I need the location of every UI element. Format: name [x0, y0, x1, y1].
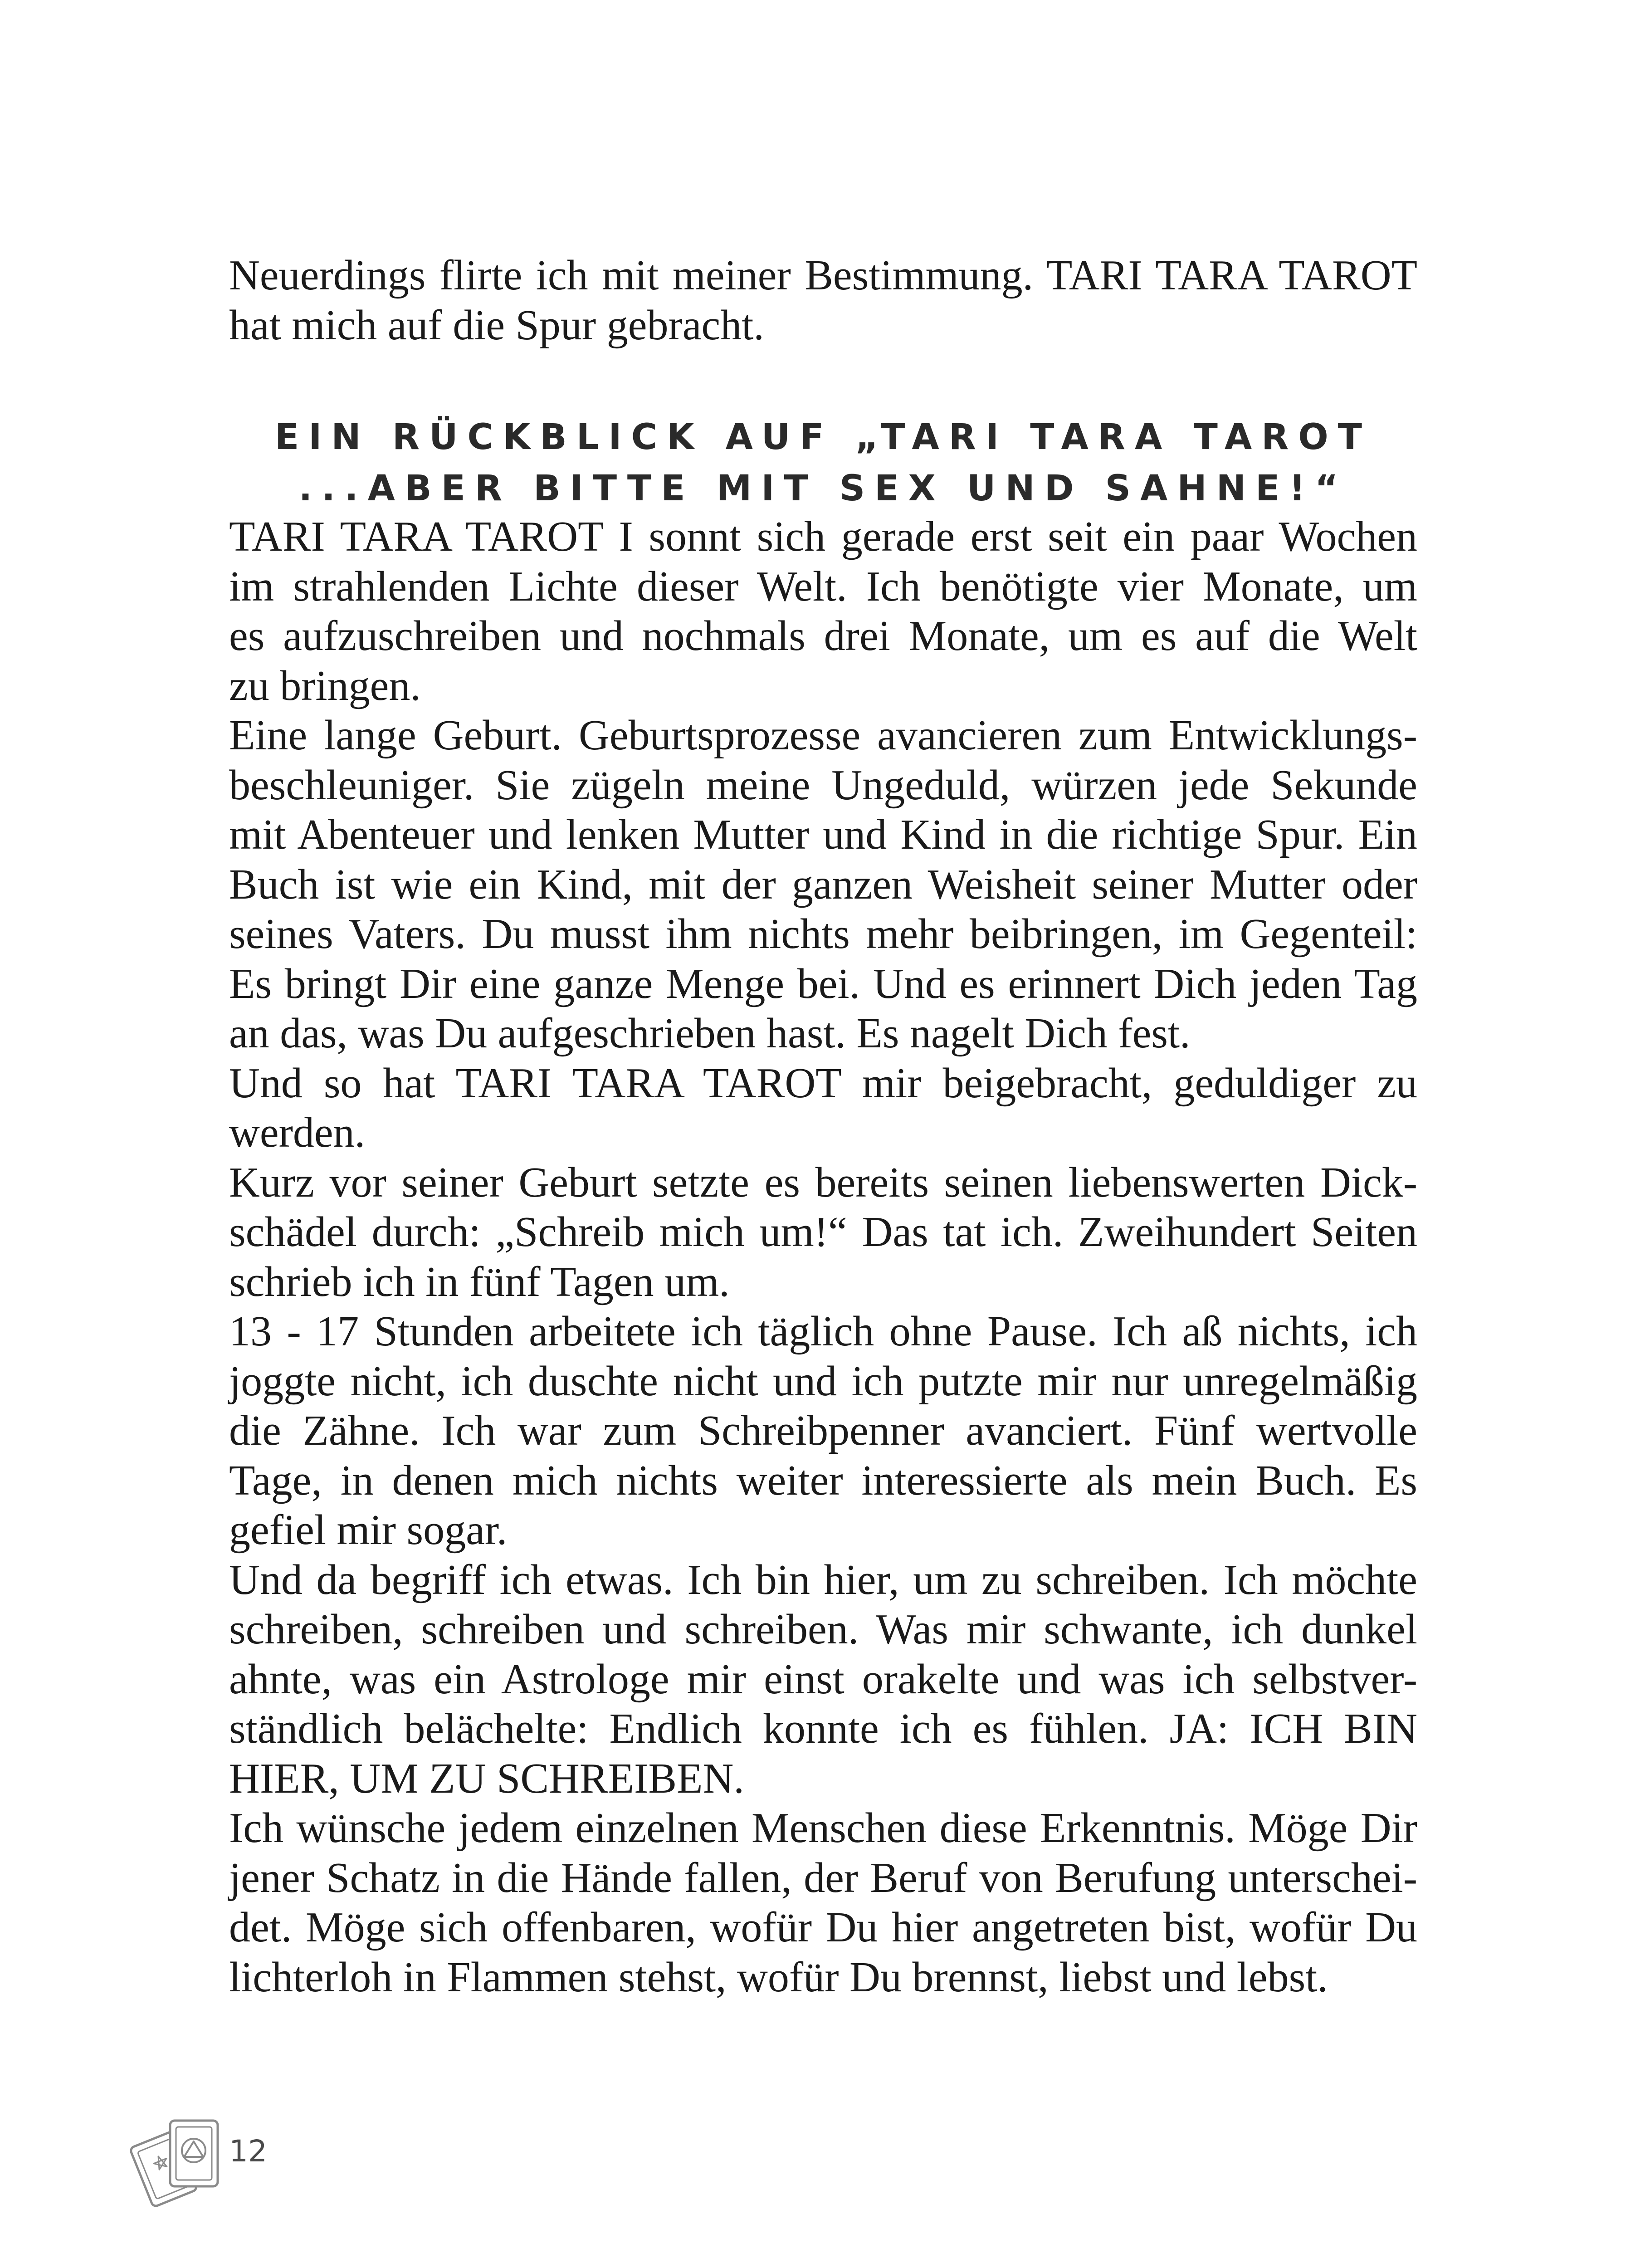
page-number: 12	[229, 2134, 267, 2169]
text-line: Und so hat TARI TARA TAROT mir beigebracht, geduldiger zu	[229, 1059, 1417, 1107]
text-line: hat mich auf die Spur gebracht.	[229, 301, 764, 349]
text-line: Es bringt Dir eine ganze Menge bei. Und es erinnert Dich jeden Tag	[229, 960, 1417, 1007]
text-line: 13 - 17 Stunden arbeitete ich täglich ohne Pause. Ich aß nichts, ich	[229, 1308, 1417, 1355]
text-line: beschleuniger. Sie zügeln meine Ungeduld, würzen jede Sekunde	[229, 761, 1417, 809]
text-line: Eine lange Geburt. Geburtsprozesse avancieren zum Entwicklungs-	[229, 712, 1417, 759]
text-line: lichterloh in Flammen stehst, wofür Du brennst, liebst und lebst.	[229, 1953, 1328, 2001]
section-heading	[229, 412, 1417, 514]
text-line: TARI TARA TAROT I sonnt sich gerade erst seit ein paar Wochen	[229, 513, 1417, 560]
text-line: Ich wünsche jedem einzelnen Menschen diese Erkenntnis. Möge Dir	[229, 1804, 1417, 1852]
text-line: seines Vaters. Du musst ihm nichts mehr beibringen, im Gegenteil:	[229, 910, 1417, 958]
tarot-cards-icon	[122, 2107, 227, 2211]
text-line: Buch ist wie ein Kind, mit der ganzen Weisheit seiner Mutter oder	[229, 860, 1417, 908]
text-line: im strahlenden Lichte dieser Welt. Ich benötigte vier Monate, um	[229, 562, 1417, 610]
text-line: HIER, UM ZU SCHREIBEN.	[229, 1755, 744, 1802]
text-line: zu bringen.	[229, 662, 421, 709]
text-line: gefiel mir sogar.	[229, 1506, 508, 1554]
text-line: werden.	[229, 1109, 366, 1156]
text-line: schreiben, schreiben und schreiben. Was mir schwante, ich dunkel	[229, 1606, 1417, 1653]
text-line: Kurz vor seiner Geburt setzte es bereits seinen liebenswerten Dick-	[229, 1158, 1417, 1206]
body-text	[229, 512, 1417, 2002]
text-line: die Zähne. Ich war zum Schreibpenner avanciert. Fünf wertvolle	[229, 1407, 1417, 1454]
text-line: es aufzuschreiben und nochmals drei Monate, um es auf die Welt	[229, 612, 1417, 660]
text-line: Und da begriff ich etwas. Ich bin hier, um zu schreiben. Ich möchte	[229, 1556, 1417, 1603]
text-line: Neuerdings flirte ich mit meiner Bestimmung. TARI TARA TAROT	[229, 252, 1417, 299]
heading-line: EIN RÜCKBLICK AUF „TARI TARA TAROT	[274, 417, 1372, 458]
text-line: schädel durch: „Schreib mich um!“ Das tat ich. Zweihundert Seiten	[229, 1208, 1417, 1256]
intro-paragraph	[229, 251, 1417, 350]
text-line: jener Schatz in die Hände fallen, der Beruf von Berufung unterschei-	[229, 1854, 1417, 1901]
text-line: ständlich belächelte: Endlich konnte ich es fühlen. JA: ICH BIN	[229, 1705, 1417, 1752]
heading-line: ...ABER BITTE MIT SEX UND SAHNE!“	[298, 468, 1348, 509]
text-line: an das, was Du aufgeschrieben hast. Es nagelt Dich fest.	[229, 1010, 1191, 1057]
text-line: joggte nicht, ich duschte nicht und ich putzte mir nur unregelmäßig	[229, 1357, 1417, 1405]
text-line: schrieb ich in fünf Tagen um.	[229, 1258, 730, 1305]
text-line: mit Abenteuer und lenken Mutter und Kind in die richtige Spur. Ein	[229, 811, 1417, 858]
text-line: det. Möge sich offenbaren, wofür Du hier angetreten bist, wofür Du	[229, 1904, 1417, 1951]
text-line: ahnte, was ein Astrologe mir einst orakelte und was ich selbstver-	[229, 1655, 1417, 1703]
text-line: Tage, in denen mich nichts weiter interessierte als mein Buch. Es	[229, 1457, 1417, 1504]
